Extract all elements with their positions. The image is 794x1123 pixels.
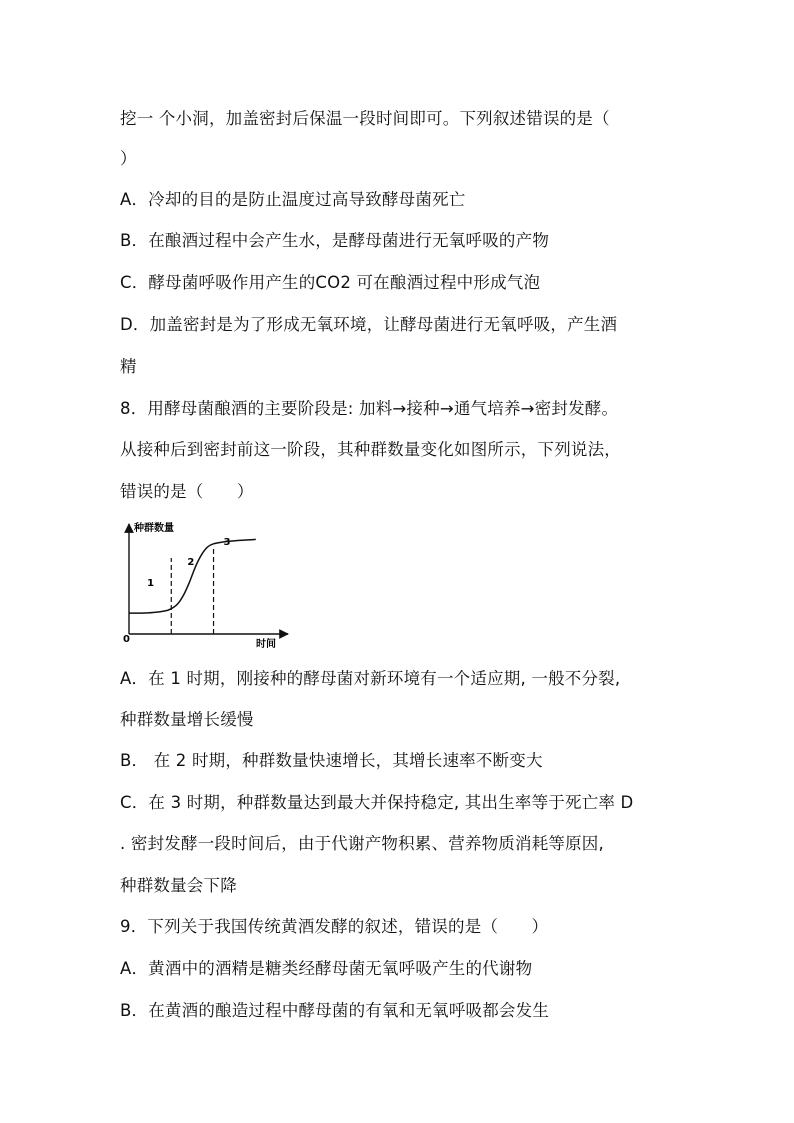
q8-option-b: B． 在 2 时期，种群数量快速增长，其增长速率不断变大 bbox=[120, 751, 543, 770]
q8-stem-line1: 8．用酵母菌酿酒的主要阶段是: 加料→接种→通气培养→密封发酵。 bbox=[120, 399, 619, 418]
population-growth-chart bbox=[116, 518, 296, 650]
q7-stem-line2: ） bbox=[120, 149, 137, 168]
x-axis-label: 时间 bbox=[256, 639, 276, 650]
phase-label-1: 1 bbox=[147, 578, 155, 589]
q7-stem-line1: 挖一 个小洞，加盖密封后保温一段时间即可。下列叙述错误的是（ bbox=[120, 109, 610, 128]
y-axis-label: 种群数量 bbox=[134, 523, 174, 534]
q9-option-a: A．黄酒中的酒精是糖类经酵母菌无氧呼吸产生的代谢物 bbox=[120, 959, 533, 978]
q7-option-a: A．冷却的目的是防止温度过高导致酵母菌死亡 bbox=[120, 190, 466, 209]
q8-option-a-line1: A．在 1 时期，刚接种的酵母菌对新环境有一个适应期, 一般不分裂, bbox=[120, 669, 621, 688]
q8-option-d-line1: . 密封发酵一段时间后，由于代谢产物积累、营养物质消耗等原因, bbox=[120, 834, 604, 853]
phase-label-2: 2 bbox=[187, 557, 195, 568]
phase-label-3: 3 bbox=[223, 537, 231, 548]
origin-label: 0 bbox=[123, 634, 130, 645]
q7-option-d-line1: D．加盖密封是为了形成无氧环境，让酵母菌进行无氧呼吸，产生酒 bbox=[120, 315, 618, 334]
q8-option-d-line2: 种群数量会下降 bbox=[120, 876, 237, 895]
q8-stem-line2: 从接种后到密封前这一阶段，其种群数量变化如图所示，下列说法， bbox=[120, 440, 621, 459]
q7-option-d-line2: 精 bbox=[120, 357, 137, 376]
q8-option-c: C．在 3 时期，种群数量达到最大并保持稳定, 其出生率等于死亡率 D bbox=[120, 793, 634, 812]
q7-option-c: C．酵母菌呼吸作用产生的CO2 可在酿酒过程中形成气泡 bbox=[120, 273, 541, 292]
q7-option-b: B．在酿酒过程中会产生水，是酵母菌进行无氧呼吸的产物 bbox=[120, 231, 550, 250]
q9-stem: 9．下列关于我国传统黄酒发酵的叙述，错误的是（ ） bbox=[120, 917, 549, 936]
q8-stem-line3: 错误的是（ ） bbox=[120, 482, 254, 501]
q8-option-a-line2: 种群数量增长缓慢 bbox=[120, 710, 254, 729]
q9-option-b: B．在黄酒的酿造过程中酵母菌的有氧和无氧呼吸都会发生 bbox=[120, 1001, 550, 1020]
population-curve bbox=[129, 539, 256, 613]
